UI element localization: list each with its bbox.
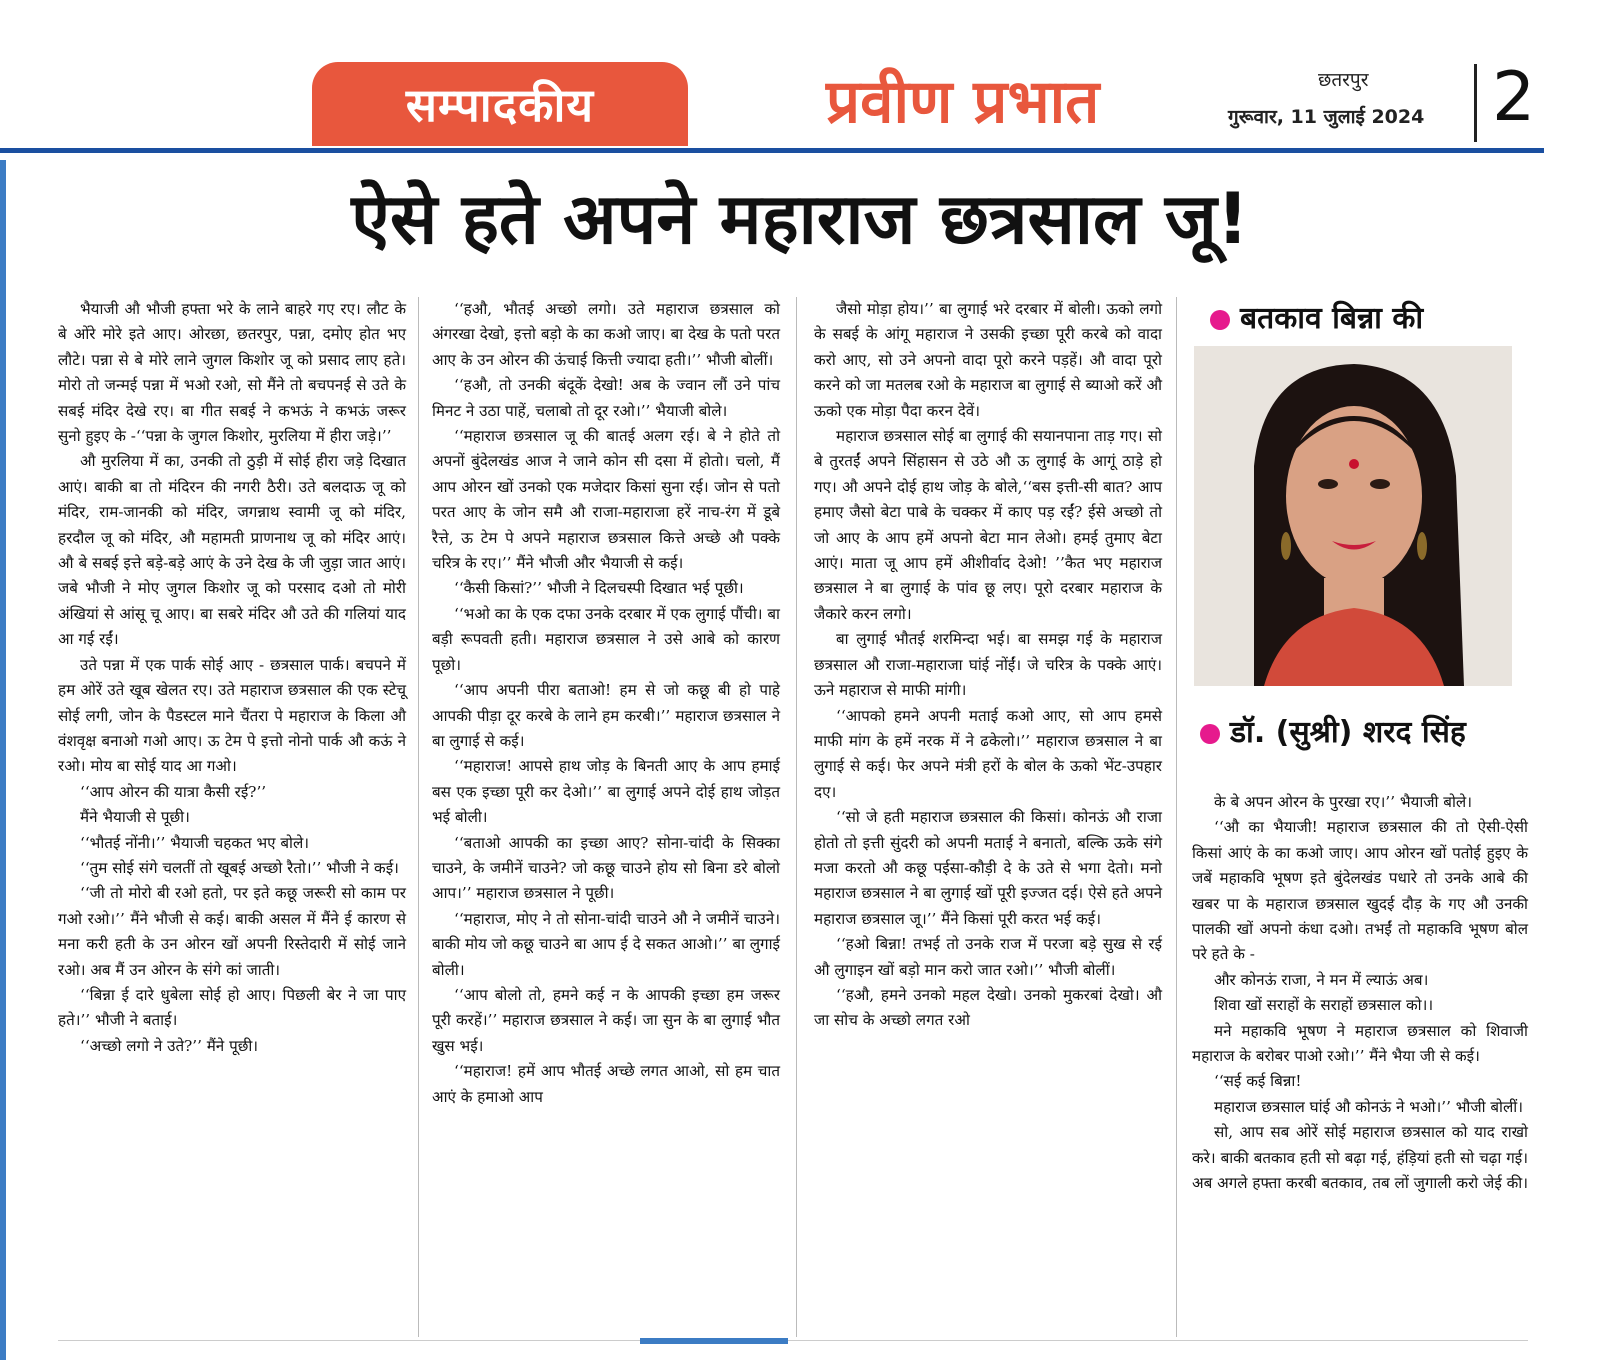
paragraph: ‘‘हओ बिन्ना! तभई तो उनके राज में परजा बड़े सुख से रई औ लुगाइन खों बड़ो मान करो जात रओ।’’ भौजी बोलीं।	[814, 935, 1162, 979]
paragraph: महाराज छत्रसाल सोई बा लुगाई की सयानपाना ताड़ गए। सो बे तुरतईं अपने सिंहासन से उठे औ ऊ लुगाई के आगूं ठाड़े हो गए। औ अपने दोई हाथ जोड़ के बोले,‘‘बस इत्ती-सी बात? आप हमाए जैसो बेटा पाबे के चक्कर में काए पड़ रईं? ईसे अच्छो तो जो आए के आप हमें अपनो बेटा मान लेओ। हमई तुमाए बेटा आएं। माता जू आप हमें अीशीर्वाद देओ! ’’कैत भए महाराज छत्रसाल ने बा लुगाई के पांव छू लए। पूरो दरबार महाराज के जैकारे करन लगो।	[814, 427, 1162, 623]
paragraph: ‘‘अच्छो लगो ने उते?’’ मैंने पूछी।	[80, 1036, 259, 1055]
paragraph: बा लुगाई भौतई शरमिन्दा भई। बा समझ गई के महाराज छत्रसाल औ राजा-महाराजा घांई नोंईं। जे चरित्र के पक्के आएं। ऊने महाराज से माफी मांगी।	[814, 630, 1162, 700]
city-label: छतरपुर	[1318, 69, 1369, 91]
article-column-3	[814, 297, 1162, 1034]
paragraph: सो, आप सब ओरें सोई महाराज छत्रसाल को याद राखो करे। बाकी बतकाव हती सो बढ़ा गई, हंड़ियां हती सो चढ़ा गई। अब अगले हफ्ता करबी बतकाव, तब लों जुगाली करो जेई की।	[1192, 1123, 1528, 1193]
paragraph: और कोनऊं राजा, ने मन में ल्याऊं अब।	[1214, 970, 1429, 989]
section-label: सम्पादकीय	[405, 78, 595, 132]
paragraph: ‘‘भौतई नोंनी।’’ भैयाजी चहकत भए बोले।	[80, 833, 310, 852]
column-divider	[1176, 297, 1177, 1337]
paragraph: मैंने भैयाजी से पूछी।	[80, 808, 190, 827]
portrait-image	[1194, 346, 1512, 686]
paragraph: ‘‘महाराज छत्रसाल जू की बातई अलग रई। बे ने होते तो अपनों बुंदेलखंड आज ने जाने कोन सी दसा में होतो। चलो, मैं आप ओरन खों उनको एक मजेदार किसां सुना रई। जोन से पतो परत आए के जोन समै औ राजा-महाराजा हरें नाच-रंग में डूबे रैत्ते, ऊ टेम पे अपने महाराज छत्रसाल कित्ते अच्छे औ पक्के चरित्र के रए।’’ मैंने भौजी और भैयाजी से कई।	[432, 427, 780, 573]
paragraph: शिवा खों सराहों के सराहों छत्रसाल को।।	[1214, 996, 1434, 1015]
paragraph: ‘‘आपको हमने अपनी मताई कओ आए, सो आप हमसे माफी मांग के हमें नरक में ने ढकेलो।’’ महाराज छत्रसाल ने बा लुगाई से कई। फेर अपने मंत्री हरों के बोल के ऊको भेंट-उपहार दए।	[814, 706, 1162, 801]
paragraph: ‘‘हऔ, भौतई अच्छो लगो। उते महाराज छत्रसाल को अंगरखा देखो, इत्तो बड़ो के का कओ जाए। बा देख के पतो परत आए के उन ओरन की ऊंचाई कित्ती ज्यादा हती।’’ भौजी बोलीं।	[432, 300, 780, 369]
column-title	[1210, 296, 1423, 337]
paragraph: जैसो मोड़ा होय।’’ बा लुगाई भरे दरबार में बोली। ऊको लगो के सबई के आंगू महाराज ने उसकी इच्छा पूरी करबे को वादा करो आए, सो उने अपनो वादा पूरो करने पड़हें। औ वादा पूरो करने को जा मतलब रओ के महाराज बा लुगाई से ब्याओ करें औ ऊको एक मोड़ा पैदा करन देवें।	[814, 300, 1162, 420]
page-number: 2	[1492, 58, 1536, 137]
masthead-divider	[1474, 64, 1477, 142]
headline: ऐसे हते अपने महाराज छत्रसाल जू!	[351, 178, 1249, 260]
article-column-4	[1192, 790, 1528, 1197]
article-column-1	[58, 297, 406, 1059]
paragraph: औ मुरलिया में का, उनकी तो ठुड़ी में सोई हीरा जड़े दिखात आएं। बाकी बा तो मंदिरन की नगरी ठैरी। उते बलदाऊ जू को मंदिर, राम-जानकी को मंदिर, जगन्नाथ स्वामी जू को मंदिर, हरदौल जू को मंदिर, औ महामती प्राणनाथ जू को मंदिर आएं। औ बे सबई इत्ते बड़े-बड़े आएं के उने देख के जी जुड़ा जात आएं। जबे भौजी ने मोए जुगल किशोर जू को परसाद दओ तो मोरी अंखियां से आंसू चू आए। बा सबरे मंदिर औ उते की गलियां याद आ गई रईं।	[58, 452, 406, 649]
bullet-dot-icon	[1210, 310, 1230, 330]
bottom-rule	[58, 1340, 1528, 1341]
paragraph: ‘‘बिन्ना ई दारे धुबेला सोई हो आए। पिछली बेर ने जा पाए हते।’’ भौजी ने बताई।	[58, 985, 406, 1030]
paragraph: ‘‘तुम सोई संगे चलतीं तो खूबई अच्छो रैतो।’’ भौजी ने कई।	[80, 858, 399, 877]
left-border	[0, 160, 6, 1360]
paragraph: ‘‘हऔ, हमने उनको महल देखो। उनको मुकरबां देखो। औ जा सोच के अच्छो लगत रओ	[814, 985, 1162, 1030]
author-name-text: डॉ. (सुश्री) शरद सिंह	[1230, 715, 1466, 750]
date-label: गुरूवार, 11 जुलाई 2024	[1228, 106, 1425, 128]
column-box	[1186, 290, 1526, 770]
paragraph: ‘‘आप ओरन की यात्रा कैसी रई?’’	[80, 782, 267, 801]
paragraph: ‘‘महाराज! हमें आप भौतई अच्छे लगत आओ, सो हम चात आएं के हमाओ आप	[432, 1062, 780, 1106]
column-divider	[796, 297, 797, 1337]
paragraph: ‘‘आप अपनी पीरा बताओ! हम से जो कछू बी हो पाहे आपकी पीड़ा दूर करबे के लाने हम करबी।’’ महाराज छत्रसाल ने बा लुगाई से कई।	[432, 681, 780, 750]
column-title-text: बतकाव बिन्ना की	[1240, 301, 1424, 336]
paragraph: उते पन्ना में एक पार्क सोई आए - छत्रसाल पार्क। बचपने में हम ओरें उते खूब खेलत रए। उते महाराज छत्रसाल की एक स्टेचू सोई लगी, जोन के पैडस्टल माने चैंतरा पे महाराज के किला औ वंशवृक्ष बनाओ गओ आए। ऊ टेम पे इत्तो नोनो पार्क औ कऊं ने रओ। मोय बा सोई याद आ गओ।	[58, 655, 406, 776]
paragraph: ‘‘औ का भैयाजी! महाराज छत्रसाल की तो ऐसी-ऐसी किसां आएं के का कओ जाए। आप ओरन खों पतोई हुइए के जबें महाकवि भूषण इते बुंदेलखंड पधारे तो उनके आबे की खबर पा के महाराज छत्रसाल खुदई दौड़ के गए औ उनकी पालकी खों अपनो कंधा दओ। तभईं तो महाकवि भूषण बोल परे हते के -	[1192, 818, 1528, 964]
column-divider	[418, 297, 419, 1337]
paragraph: ‘‘आप बोलो तो, हमने कई न के आपकी इच्छा हम जरूर पूरी करहें।’’ महाराज छत्रसाल ने कई। जा सुन के बा लुगाई भौत खुस भई।	[432, 985, 780, 1055]
author-portrait	[1194, 346, 1512, 686]
paragraph: ‘‘महाराज! आपसे हाथ जोड़ के बिनती आए के आप हमाई बस एक इच्छा पूरी कर देओ।’’ बा लुगाई अपने दोई हाथ जोड़त भई बोली।	[432, 757, 780, 827]
paragraph: मने महाकवि भूषण ने महाराज छत्रसाल को शिवाजी महाराज के बरोबर पाओ रओ।’’ मैंने भैया जी से कई।	[1192, 1021, 1528, 1066]
article-column-2	[432, 297, 780, 1110]
author-name	[1200, 710, 1466, 751]
paragraph: के बे अपन ओरन के पुरखा रए।’’ भैयाजी बोले।	[1214, 793, 1472, 811]
bottom-accent-bar	[640, 1338, 788, 1344]
bullet-dot-icon	[1200, 724, 1220, 744]
paragraph: ‘‘बताओ आपकी का इच्छा आए? सोना-चांदी के सिक्का चाउने, के जमीनें चाउने? जो कछू चाउने होय सो बिना डरे बोलो आप।’’ महाराज छत्रसाल ने पूछी।	[432, 833, 780, 903]
paragraph: ‘‘भओ का के एक दफा उनके दरबार में एक लुगाई पौंची। बा बड़ी रूपवती हती। महाराज छत्रसाल ने उसे आबे को कारण पूछो।	[432, 604, 780, 674]
paragraph: ‘‘कैसी किसां?’’ भौजी ने दिलचस्पी दिखात भई पूछी।	[454, 579, 744, 598]
paragraph: ‘‘महाराज, मोए ने तो सोना-चांदी चाउने औ ने जमीनें चाउने। बाकी मोय जो कछू चाउने बा आप ई दे सकत आओ।’’ बा लुगाई बोली।	[432, 909, 780, 979]
section-tab	[312, 62, 688, 146]
paragraph: महाराज छत्रसाल घांई औ कोनऊं ने भओ।’’ भौजी बोलीं।	[1214, 1097, 1523, 1116]
masthead-rule	[0, 148, 1544, 153]
paragraph: ‘‘सई कई बिन्ना!	[1214, 1072, 1302, 1091]
paper-name: प्रवीण प्रभात	[826, 67, 1100, 137]
paragraph: ‘‘जी तो मोरो बी रओ हतो, पर इते कछू जरूरी सो काम पर गओ रओ।’’ मैंने भौजी से कई। बाकी असल में मैंने ई कारण से मना करी हती के उन ओरन खों अपनी रिस्तेदारी में सोई जाने रओ। अब मैं उन ओरन के संगे कां जाती।	[58, 884, 406, 979]
paragraph: ‘‘हऔ, तो उनकी बंदूकें देखो! अब के ज्वान लौं उने पांच मिनट ने उठा पाहें, चलाबो तो दूर रओ।’’ भैयाजी बोले।	[432, 376, 780, 420]
paragraph: भैयाजी औ भौजी हफ्ता भरे के लाने बाहरे गए रए। लौट के बे ओंरे मोरे इते आए। ओरछा, छतरपुर, पन्ना, दमोए होत भए लौटे। पन्ना से बे मोरे लाने जुगल किशोर जू को प्रसाद लाए हते। मोरो तो जन्मई पन्ना में भओ रओ, सो मैंने तो बचपनई से उते के सबई मंदिर देखे रए। बा गीत सबई ने कभऊं ने कभऊं जरूर सुनो हुइए के -‘‘पन्ना के जुगल किशोर, मुरलिया में हीरा जड़े।’’	[58, 300, 406, 446]
paragraph: ‘‘सो जे हती महाराज छत्रसाल की किसां। कोनऊं औ राजा होतो तो इत्ती सुंदरी को अपनी मताई ने बनातो, बल्कि ऊके संगे मजा करतो औ कछू पईसा-कौड़ी दे के उते से भगा देतो। मनो महाराज छत्रसाल ने बा लुगाई खों पूरी इज्जत दई। ऐसे हते अपने महाराज छत्रसाल जू।’’ मैंने किसां पूरी करत भई कई।	[814, 808, 1162, 928]
